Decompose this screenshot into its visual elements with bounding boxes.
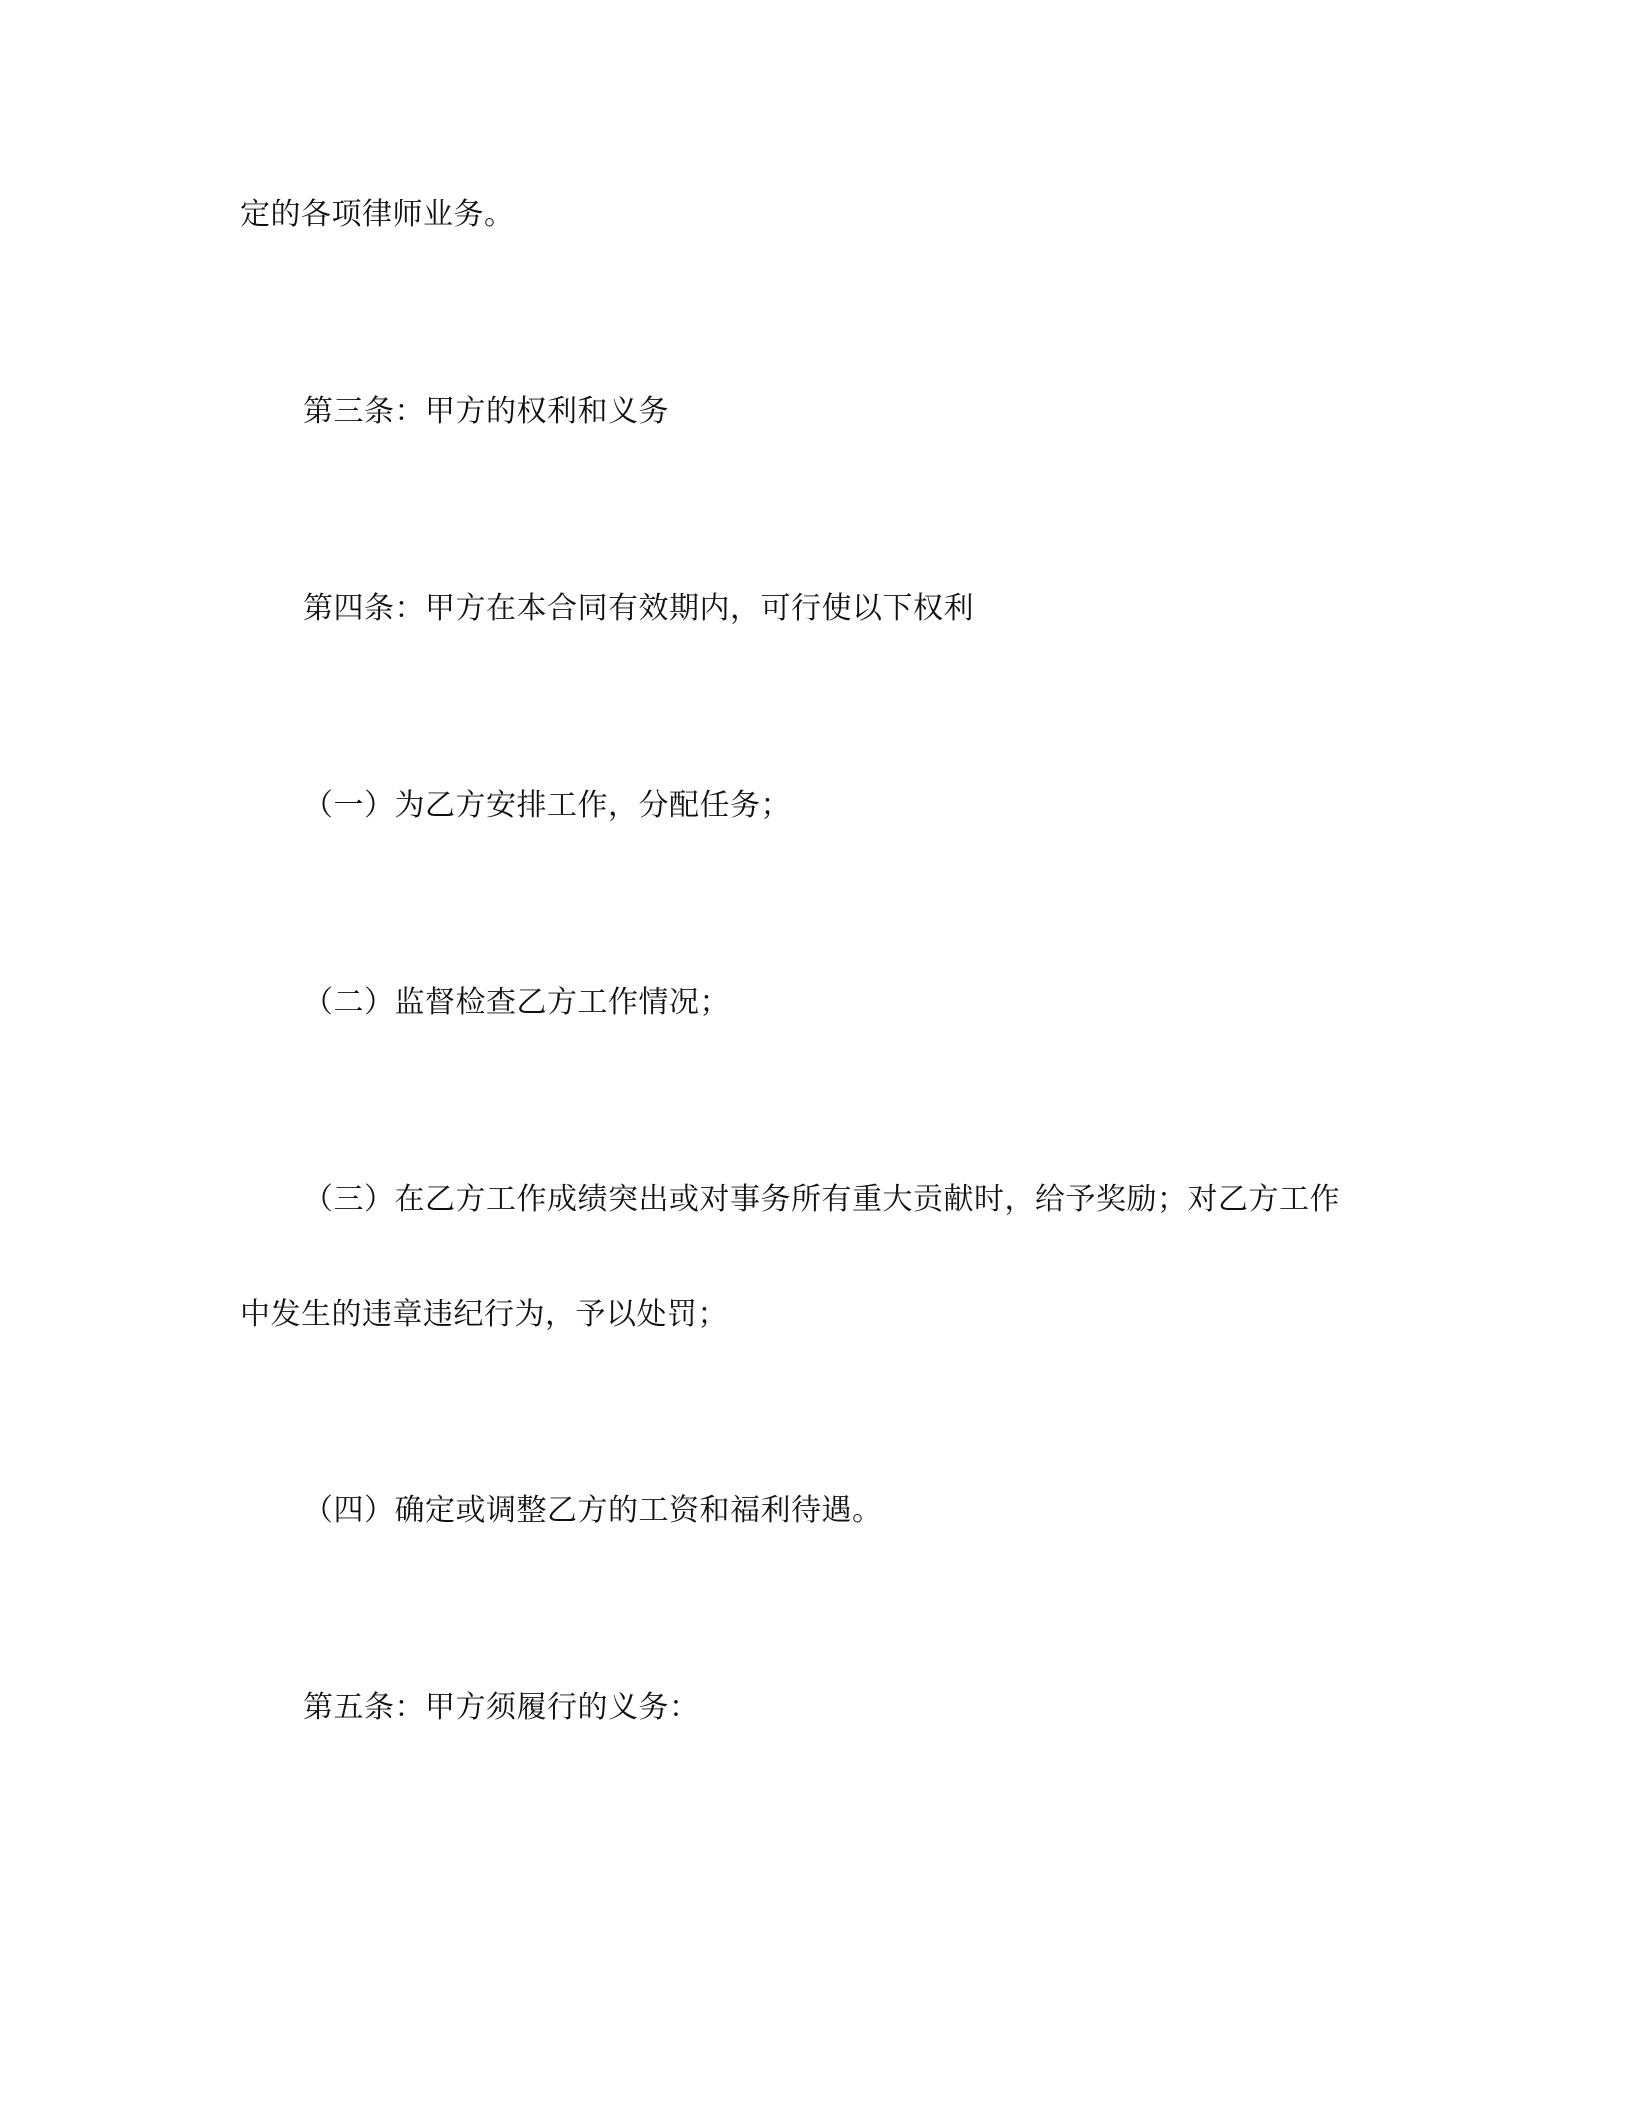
article-4-heading: 第四条：甲方在本合同有效期内，可行使以下权利 [303, 591, 974, 626]
clause-item-3-line-1: （三）在乙方工作成绩突出或对事务所有重大贡献时，给予奖励；对乙方工作 [303, 1182, 1340, 1217]
paragraph-continuation: 定的各项律师业务。 [240, 197, 515, 232]
clause-item-4: （四）确定或调整乙方的工资和福利待遇。 [303, 1493, 883, 1528]
clause-item-2: （二）监督检查乙方工作情况； [303, 985, 730, 1020]
clause-item-3-line-2: 中发生的违章违纪行为，予以处罚； [240, 1297, 728, 1332]
article-5-heading: 第五条：甲方须履行的义务： [303, 1690, 700, 1725]
clause-item-1: （一）为乙方安排工作，分配任务； [303, 788, 791, 823]
article-3-heading: 第三条：甲方的权利和义务 [303, 394, 669, 429]
